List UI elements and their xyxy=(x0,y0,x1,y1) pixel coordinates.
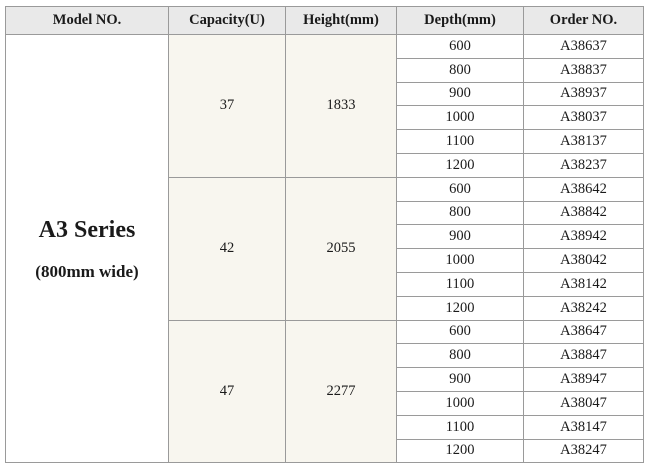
header-row xyxy=(6,7,644,35)
depth-cell: 1200 xyxy=(397,296,524,320)
depth-cell: 900 xyxy=(397,82,524,106)
order-cell: A38137 xyxy=(524,130,644,154)
order-cell: A38637 xyxy=(524,35,644,59)
header-model: Model NO. xyxy=(6,7,169,35)
depth-cell: 1100 xyxy=(397,415,524,439)
height-cell: 1833 xyxy=(286,35,397,178)
depth-cell: 1000 xyxy=(397,106,524,130)
order-cell: A38837 xyxy=(524,58,644,82)
depth-cell: 800 xyxy=(397,58,524,82)
depth-cell: 600 xyxy=(397,320,524,344)
header-height: Height(mm) xyxy=(286,7,397,35)
order-cell: A38042 xyxy=(524,249,644,273)
order-cell: A38947 xyxy=(524,368,644,392)
order-cell: A38237 xyxy=(524,153,644,177)
depth-cell: 800 xyxy=(397,344,524,368)
model-title: A3 Series xyxy=(38,216,136,243)
order-cell: A38147 xyxy=(524,415,644,439)
order-cell: A38642 xyxy=(524,177,644,201)
depth-cell: 1100 xyxy=(397,130,524,154)
spec-table xyxy=(5,6,644,463)
depth-cell: 1200 xyxy=(397,153,524,177)
order-cell: A38942 xyxy=(524,225,644,249)
order-cell: A38047 xyxy=(524,391,644,415)
height-cell: 2055 xyxy=(286,177,397,320)
order-cell: A38847 xyxy=(524,344,644,368)
order-cell: A38842 xyxy=(524,201,644,225)
depth-cell: 1000 xyxy=(397,391,524,415)
order-cell: A38937 xyxy=(524,82,644,106)
height-cell: 2277 xyxy=(286,320,397,463)
order-cell: A38037 xyxy=(524,106,644,130)
order-cell: A38242 xyxy=(524,296,644,320)
model-cell xyxy=(6,35,169,463)
order-cell: A38247 xyxy=(524,439,644,463)
header-depth: Depth(mm) xyxy=(397,7,524,35)
capacity-cell: 37 xyxy=(169,35,286,178)
capacity-cell: 42 xyxy=(169,177,286,320)
header-capacity: Capacity(U) xyxy=(169,7,286,35)
depth-cell: 1000 xyxy=(397,249,524,273)
depth-cell: 800 xyxy=(397,201,524,225)
depth-cell: 1100 xyxy=(397,272,524,296)
order-cell: A38142 xyxy=(524,272,644,296)
spec-table-container xyxy=(5,6,644,463)
depth-cell: 900 xyxy=(397,225,524,249)
depth-cell: 1200 xyxy=(397,439,524,463)
depth-cell: 600 xyxy=(397,177,524,201)
model-subtitle: (800mm wide) xyxy=(35,261,139,281)
order-cell: A38647 xyxy=(524,320,644,344)
depth-cell: 600 xyxy=(397,35,524,59)
capacity-cell: 47 xyxy=(169,320,286,463)
header-order: Order NO. xyxy=(524,7,644,35)
table-row xyxy=(6,35,644,59)
depth-cell: 900 xyxy=(397,368,524,392)
